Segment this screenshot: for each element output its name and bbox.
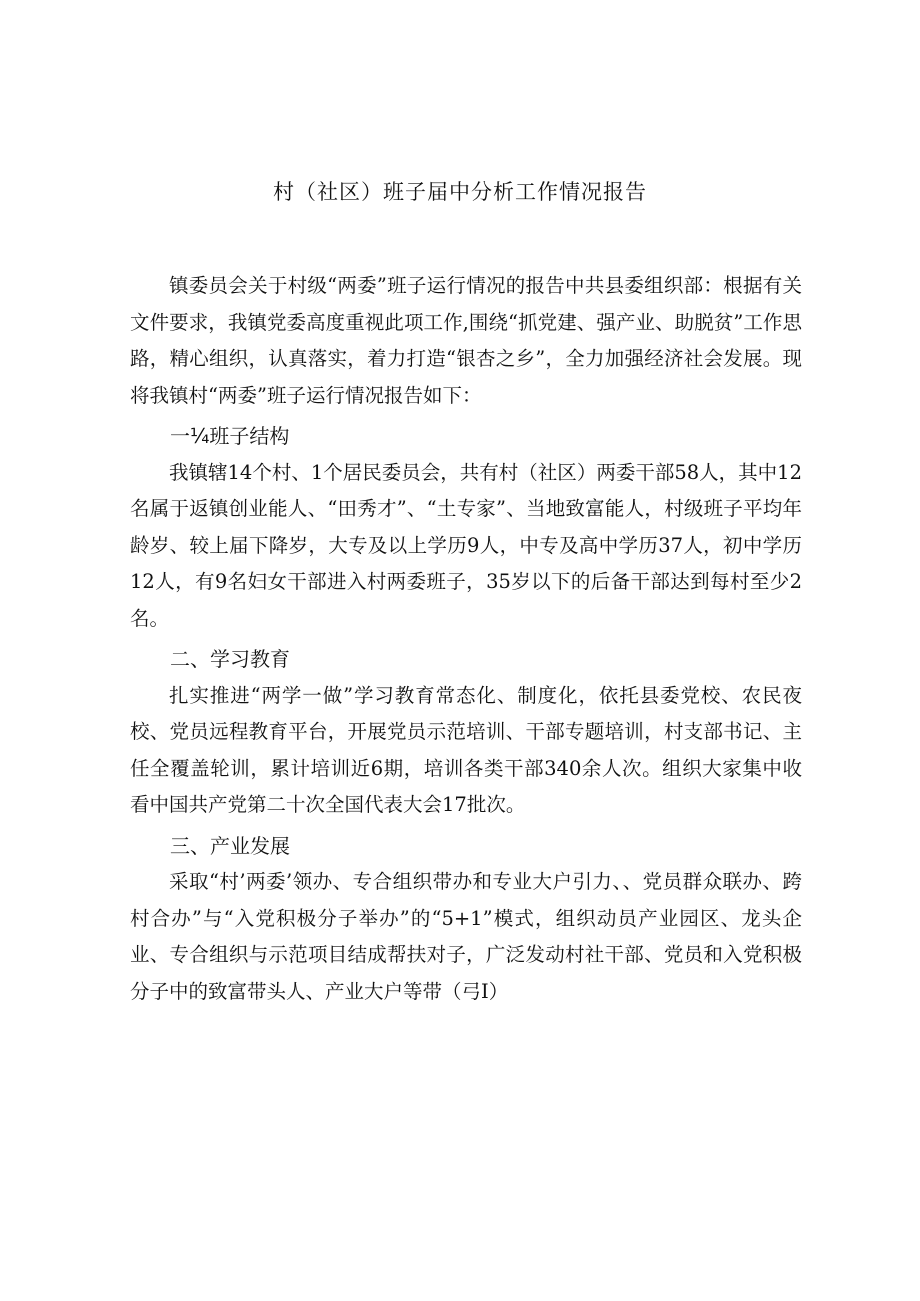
section-body-education: 扎实推进“两学一做”学习教育常态化、制度化，依托县委党校、农民夜校、党员远程教育平台，开展党员示范培训、干部专题培训，村支部书记、主任全覆盖轮训，累计培训近6期，培训各类干部340余人次。组织大家集中收看中国共产党第二十次全国代表大会17批次。 [130,683,802,816]
section-heading-industry: 三、产业发展 [170,833,290,858]
section-body-industry: 采取“村’两委’领办、专合组织带办和专业大户引力、、党员群众联办、跨村合办”与“入党积极分子举办”的“5+1”模式，组织动员产业园区、龙头企业、专合组织与示范项目结成帮扶对子，广泛发动村社干部、党员和入党积极分子中的致富带头人、产业大户等带（弓I） [130,870,802,1003]
document-title: 村（社区）班子届中分析工作情况报告 [273,180,647,204]
intro-paragraph: 镇委员会关于村级“两委”班子运行情况的报告中共县委组织部：根据有关文件要求，我镇党委高度重视此项工作,围绕“抓党建、强产业、助脱贫”工作思路，精心组织，认真落实，着力打造“银杏之乡”，全力加强经济社会发展。现将我镇村“两委”班子运行情况报告如下： [130,274,802,407]
document-body [130,268,802,1010]
section-heading-structure: 一¼班子结构 [170,424,290,448]
section-body-structure: 我镇辖14个村、1个居民委员会，共有村（社区）两委干部58人，其中12名属于返镇创业能人、“田秀才”、“土专家”、当地致富能人，村级班子平均年龄岁、较上届下降岁，大专及以上学历9人，中专及高中学历37人，初中学历12人，有9名妇女干部进入村两委班子，35岁以下的后备干部达到每村至少2名。 [130,460,802,630]
section-heading-education: 二、学习教育 [170,647,290,671]
